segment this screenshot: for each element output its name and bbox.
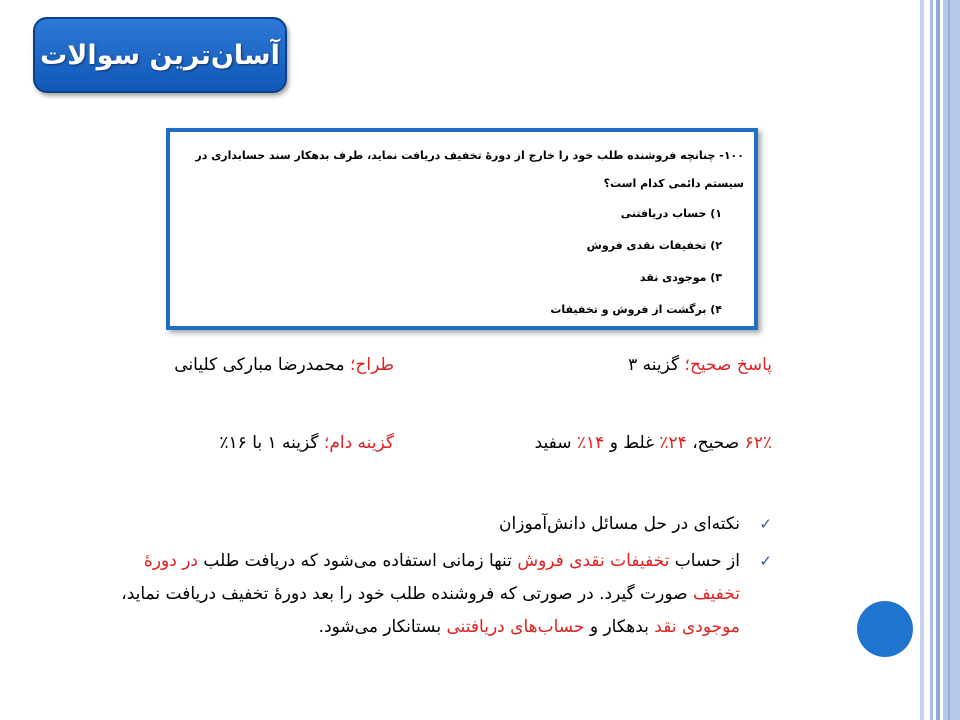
note-highlight: در دورهٔ تخفیف — [143, 551, 740, 604]
note-highlight: تخفیفات نقدی فروش — [517, 551, 670, 571]
title-banner — [33, 17, 287, 93]
note-text: بدهکار و — [584, 617, 655, 637]
note-highlight: حساب‌های دریافتنی — [446, 617, 585, 637]
note-text: از حساب — [669, 551, 740, 571]
question-option-3: ۳) موجودی نقد — [639, 271, 722, 284]
correct-answer-line — [628, 355, 772, 375]
designer-value: محمدرضا مبارکی کلیانی — [174, 355, 345, 375]
stat-correct-label: صحیح، — [692, 433, 740, 453]
stat-blank-pct: ۱۴٪ — [576, 433, 605, 453]
stats-line — [535, 433, 772, 453]
checkmark-icon: ✓ — [759, 552, 772, 570]
trap-value: گزینه ۱ با ۱۶٪ — [219, 433, 319, 453]
question-option-4: ۴) برگشت از فروش و تخفیفات — [550, 303, 722, 316]
decor-stripe — [930, 0, 933, 720]
question-option-2: ۲) تخفیفات نقدی فروش — [586, 239, 722, 252]
note-text: تنها زمانی استفاده می‌شود که دریافت طلب — [198, 551, 518, 571]
question-option-1: ۱) حساب دریافتنی — [620, 207, 722, 220]
trap-line — [219, 433, 394, 453]
decor-stripe — [943, 0, 960, 720]
decor-circle — [857, 601, 913, 657]
checkmark-icon: ✓ — [759, 515, 772, 533]
question-stem: ۱۰۰- چنانچه فروشنده طلب خود را خارج از دورهٔ تخفیف دریافت نماید، طرف بدهکار سند حسابداری در سیستم دائمی کدام است؟ — [195, 149, 744, 190]
correct-answer-value: گزینه ۳ — [628, 355, 680, 375]
list-item — [100, 545, 778, 644]
trap-label: گزینه دام؛ — [323, 433, 394, 453]
note-text: بستانکار می‌شود. — [318, 617, 447, 637]
stat-blank-label: سفید — [534, 433, 572, 453]
decor-stripe — [948, 0, 950, 720]
stat-wrong-pct: ۲۴٪ — [659, 433, 687, 453]
note-heading: نکته‌ای در حل مسائل دانش‌آموزان — [499, 514, 740, 534]
correct-answer-label: پاسخ صحیح؛ — [684, 355, 772, 375]
notes-list — [100, 508, 778, 644]
decor-stripe — [920, 0, 924, 720]
stat-wrong-label: غلط و — [609, 433, 654, 453]
stat-correct-pct: ۶۲٪ — [744, 433, 772, 453]
designer-label: طراح؛ — [349, 355, 394, 375]
decor-stripe — [936, 0, 940, 720]
list-item — [100, 508, 778, 541]
question-box — [166, 128, 758, 330]
designer-line — [174, 355, 394, 375]
note-text: صورت گیرد. در صورتی که فروشنده طلب خود را بعد دورهٔ تخفیف دریافت نماید، — [121, 584, 693, 604]
slide-title: آسان‌ترین سوالات — [40, 39, 280, 71]
note-highlight: موجودی نقد — [654, 617, 740, 637]
